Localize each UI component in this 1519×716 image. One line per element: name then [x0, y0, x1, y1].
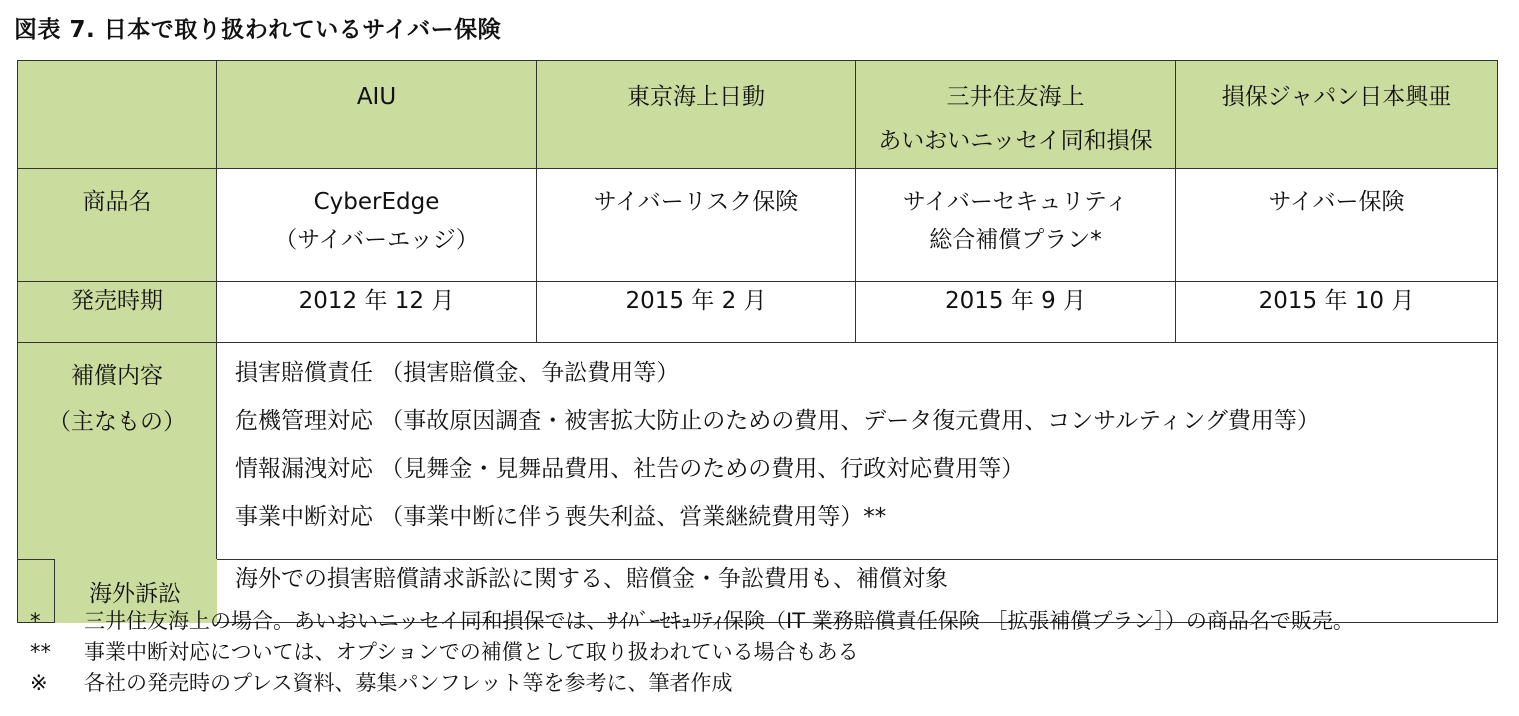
footnote [30, 668, 1354, 699]
row-label-launch-date: 発売時期 [18, 282, 217, 343]
figure-title: 図表 7. 日本で取り扱われているサイバー保険 [14, 17, 502, 43]
footnote-text: 三井住友海上の場合。あいおいニッセイ同和損保では、ｻｲﾊﾞｰｾｷｭﾘﾃｨ保険（IT 業務賠償責任保険 ［拡張補償プラン］）の商品名で販売。 [84, 609, 1354, 633]
launch-date-row [18, 282, 1498, 343]
launch-date-cell: 2012 年 12 月 [217, 282, 537, 343]
footnote-mark: * [30, 609, 41, 633]
launch-date-cell: 2015 年 9 月 [856, 282, 1176, 343]
coverage-item: 危機管理対応 （事故原因調査・被害拡大防止のための費用、データ復元費用、コンサルティング費用等） [235, 408, 1320, 434]
coverage-item: 事業中断対応 （事業中断に伴う喪失利益、営業継続費用等）** [235, 504, 887, 530]
cyber-insurance-table [17, 60, 1498, 623]
company-name: 東京海上日動 [627, 84, 765, 110]
company-header-aiu [217, 61, 537, 169]
company-name: AIU [356, 84, 397, 110]
header-row [18, 61, 1498, 169]
company-name: 三井住友海上 [946, 84, 1085, 110]
footnotes [30, 606, 1354, 699]
product-name-cell: サイバーリスク保険 [537, 169, 856, 282]
product-name-row [18, 169, 1498, 282]
product-name-cell: CyberEdge （サイバーエッジ） [217, 169, 537, 282]
coverage-item: 情報漏洩対応 （見舞金・見舞品費用、社告のための費用、行政対応費用等） [235, 456, 1025, 482]
footnote-text: 各社の発売時のプレス資料、募集パンフレット等を参考に、筆者作成 [84, 671, 733, 695]
footnote [30, 606, 1354, 637]
company-name: 損保ジャパン日本興亜 [1221, 84, 1452, 110]
coverage-row [18, 343, 1498, 560]
product-name-cell: サイバーセキュリティ 総合補償プラン* [856, 169, 1176, 282]
footnote-mark: ** [30, 640, 51, 664]
company-header-sompo-japan [1176, 61, 1498, 169]
overseas-text: 海外での損害賠償請求訴訟に関する、賠償金・争訟費用も、補償対象 [217, 560, 1498, 623]
product-name-cell: サイバー保険 [1176, 169, 1498, 282]
launch-date-cell: 2015 年 10 月 [1176, 282, 1498, 343]
coverage-item: 損害賠償責任 （損害賠償金、争訟費用等） [235, 360, 680, 386]
company-header-mitsui-sumitomo [856, 61, 1176, 169]
row-label-product-name: 商品名 [18, 169, 217, 282]
header-corner [18, 61, 217, 169]
coverage-list [217, 343, 1498, 560]
row-label-coverage: 補償内容 （主なもの） [18, 343, 217, 560]
footnote [30, 637, 1354, 668]
company-header-tokio-marine [537, 61, 856, 169]
row-label-overseas: 海外訴訟 [89, 580, 181, 607]
launch-date-cell: 2015 年 2 月 [537, 282, 856, 343]
footnote-mark: ※ [30, 671, 48, 695]
footnote-text: 事業中断対応については、オプションでの補償として取り扱われている場合もある [84, 640, 859, 664]
company-name-secondary: あいおいニッセイ同和損保 [878, 128, 1153, 154]
